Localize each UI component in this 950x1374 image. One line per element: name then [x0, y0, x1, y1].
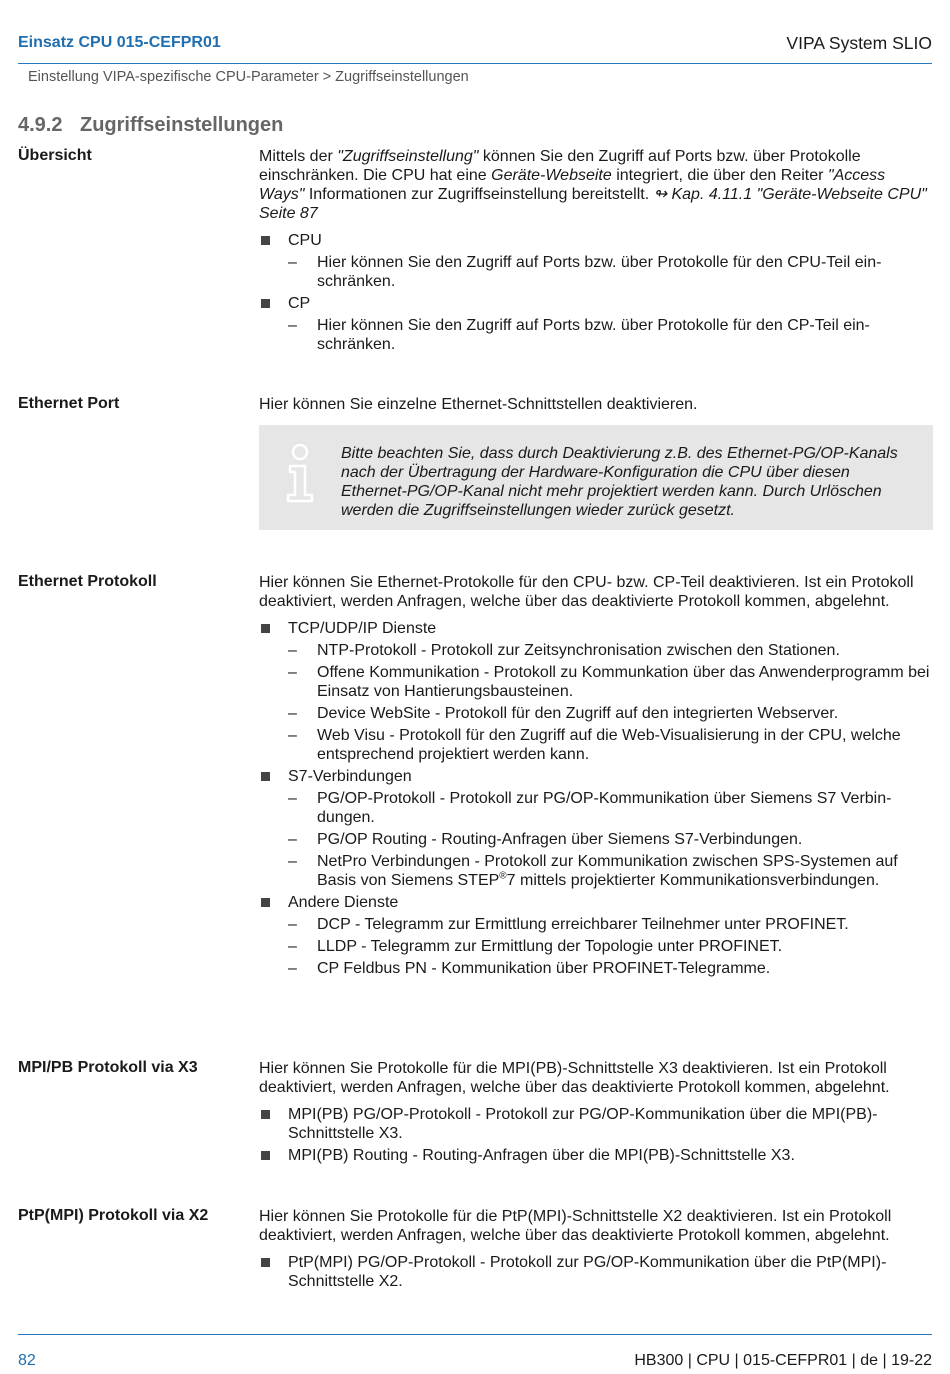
- document-id: HB300 | CPU | 015-CEFPR01 | de | 19-22: [634, 1352, 932, 1369]
- ethernet-protokoll-text: Hier können Sie Ethernet-Protokolle für den CPU- bzw. CP-Teil deaktivieren. Ist ein Protokoll deaktiviert, werden Anfragen, welche über das deaktivierte Protokoll kommen, abgelehnt.: [259, 574, 914, 610]
- breadcrumb: Einstellung VIPA-spezifische CPU-Parameter > Zugriffseinstellungen: [28, 69, 469, 85]
- list-item: – Hier können Sie den Zugriff auf Ports bzw. über Protokolle für den CPU-Teil einschränken.: [288, 254, 882, 290]
- list-item: – PG/OP-Protokoll - Protokoll zur PG/OP-Kommunikation über Siemens S7 Verbindungen.: [288, 790, 892, 826]
- ptp-mpi-list: [259, 1253, 933, 1291]
- ptp-mpi-block: [259, 1207, 933, 1294]
- list-item: – Offene Kommunikation - Protokoll zu Kommunkation über das Anwenderprogramm bei Einsatz von Hantierungsbausteinen.: [288, 664, 930, 700]
- label-ethernet-protokoll: Ethernet Protokoll: [18, 573, 157, 590]
- bullet-square-icon: [261, 1258, 270, 1267]
- bullet-square-icon: [261, 299, 270, 308]
- list-item: PtP(MPI) PG/OP-Protokoll - Protokoll zur PG/OP-Kommunikation über die PtP(MPI)-Schnittstelle X2.: [259, 1253, 933, 1291]
- mpi-pb-block: [259, 1059, 933, 1168]
- list-item: – PG/OP Routing - Routing-Anfragen über Siemens S7-Verbindungen.: [288, 831, 803, 848]
- list-item: – CP Feldbus PN - Kommunikation über PROFINET-Telegramme.: [288, 960, 771, 977]
- uebersicht-intro: Mittels der "Zugriffseinstellung" können Sie den Zugriff auf Ports bzw. über Protokolle einschränken. Die CPU hat eine Geräte-Webseite integriert, die über den Reiter "Access Ways" Informationen zur Zugriffseinstellung bereitstellt. ↬ Kap. 4.11.1 "Geräte-Webseite CPU" Seite 87: [259, 148, 927, 222]
- list-item: – Web Visu - Protokoll für den Zugriff auf die Web-Visualisierung in der CPU, welche entsprechend projektiert werden kann.: [288, 727, 901, 763]
- list-item: MPI(PB) Routing - Routing-Anfragen über die MPI(PB)-Schnittstelle X3.: [259, 1146, 933, 1165]
- list-item: TCP/UDP/IP Dienste – NTP-Protokoll - Protokoll zur Zeitsynchronisation zwischen den Stationen. – Offene Kommunikation - Protokoll zu Kommunkation über das Anwenderprogramm bei Einsatz von Hantierungsbausteinen. – Device WebSite - Protokoll für den Zugriff auf den integrierten Webserver. – Web Visu - Protokoll für den Zugriff auf die Web-Visualisierung in der CPU, welche entsprechend projektiert werden kann.: [259, 619, 933, 764]
- uebersicht-block: [259, 147, 933, 357]
- section-title: Zugriffseinstellungen: [80, 114, 284, 136]
- list-item: CP – Hier können Sie den Zugriff auf Ports bzw. über Protokolle für den CP-Teil einschränken.: [259, 294, 933, 354]
- product-name: VIPA System SLIO: [786, 33, 932, 53]
- uebersicht-list: [259, 231, 933, 354]
- bullet-square-icon: [261, 1110, 270, 1119]
- note-text: Bitte beachten Sie, dass durch Deaktivierung z.B. des Ethernet-PG/OP-Kanals nach der Übertragung der Hardware-Konfiguration die CPU über diesen Ethernet-PG/OP-Kanal nicht mehr projektiert werden kann. Durch Urlöschen werden die Zugriffseinstellungen wieder zurück gesetzt.: [341, 445, 898, 519]
- header-divider: [18, 63, 932, 64]
- list-item: – NTP-Protokoll - Protokoll zur Zeitsynchronisation zwischen den Stationen.: [288, 642, 840, 659]
- bullet-square-icon: [261, 1151, 270, 1160]
- list-item: CPU – Hier können Sie den Zugriff auf Ports bzw. über Protokolle für den CPU-Teil einschränken.: [259, 231, 933, 291]
- list-item: – Device WebSite - Protokoll für den Zugriff auf den integrierten Webserver.: [288, 705, 839, 722]
- chapter-title: Einsatz CPU 015-CEFPR01: [18, 34, 221, 51]
- section-number: 4.9.2: [18, 114, 63, 136]
- ethernet-protokoll-block: [259, 573, 933, 981]
- link-arrow-icon: ↬: [653, 186, 668, 203]
- label-mpi-pb: MPI/PB Protokoll via X3: [18, 1059, 198, 1076]
- note-box: [259, 425, 933, 530]
- chapter-link[interactable]: ↬ Kap. 4.11.1 "Geräte-Webseite CPU" Seite 87: [259, 186, 927, 222]
- list-item: Andere Dienste – DCP - Telegramm zur Ermittlung erreichbarer Teilnehmer unter PROFINET. – LLDP - Telegramm zur Ermittlung der Topologie unter PROFINET. – CP Feldbus PN - Kommunikation über PROFINET-Telegramme.: [259, 893, 933, 978]
- label-ptp-mpi: PtP(MPI) Protokoll via X2: [18, 1207, 209, 1224]
- list-item: – DCP - Telegramm zur Ermittlung erreichbarer Teilnehmer unter PROFINET.: [288, 916, 849, 933]
- label-ethernet-port: Ethernet Port: [18, 395, 120, 412]
- list-item: MPI(PB) PG/OP-Protokoll - Protokoll zur PG/OP-Kommunikation über die MPI(PB)-Schnittstelle X3.: [259, 1105, 933, 1143]
- list-item: – NetPro Verbindungen - Protokoll zur Kommunikation zwischen SPS-Systemen auf Basis von Siemens STEP®7 mittels projektierter Kommunikationsverbindungen.: [288, 853, 898, 889]
- bullet-square-icon: [261, 772, 270, 781]
- ethernet-port-text: Hier können Sie einzelne Ethernet-Schnittstellen deaktivieren.: [259, 396, 698, 413]
- list-item: – Hier können Sie den Zugriff auf Ports bzw. über Protokolle für den CP-Teil einschränken.: [288, 317, 870, 353]
- footer-divider: [18, 1334, 932, 1335]
- mpi-pb-list: [259, 1105, 933, 1165]
- info-icon: [281, 443, 319, 503]
- bullet-square-icon: [261, 898, 270, 907]
- bullet-square-icon: [261, 624, 270, 633]
- page-number: 82: [18, 1352, 36, 1369]
- section-heading: [18, 114, 283, 137]
- mpi-pb-text: Hier können Sie Protokolle für die MPI(PB)-Schnittstelle X3 deaktivieren. Ist ein Protokoll deaktiviert, werden Anfragen, welche über das deaktivierte Protokoll kommen, abgelehnt.: [259, 1060, 890, 1096]
- list-item: S7-Verbindungen – PG/OP-Protokoll - Protokoll zur PG/OP-Kommunikation über Siemens S7 Verbindungen. – PG/OP Routing - Routing-Anfragen über Siemens S7-Verbindungen. – NetPro Verbindungen - Protokoll zur Kommunikation zwischen SPS-Systemen auf Basis von Siemens STEP®7 mittels projektierter Kommunikationsverbindungen.: [259, 767, 933, 890]
- bullet-square-icon: [261, 236, 270, 245]
- ptp-mpi-text: Hier können Sie Protokolle für die PtP(MPI)-Schnittstelle X2 deaktivieren. Ist ein Protokoll deaktiviert, werden Anfragen, welche über das deaktivierte Protokoll kommen, abgelehnt.: [259, 1208, 892, 1244]
- list-item: – LLDP - Telegramm zur Ermittlung der Topologie unter PROFINET.: [288, 938, 783, 955]
- ethernet-protokoll-list: [259, 619, 933, 978]
- label-uebersicht: Übersicht: [18, 147, 92, 164]
